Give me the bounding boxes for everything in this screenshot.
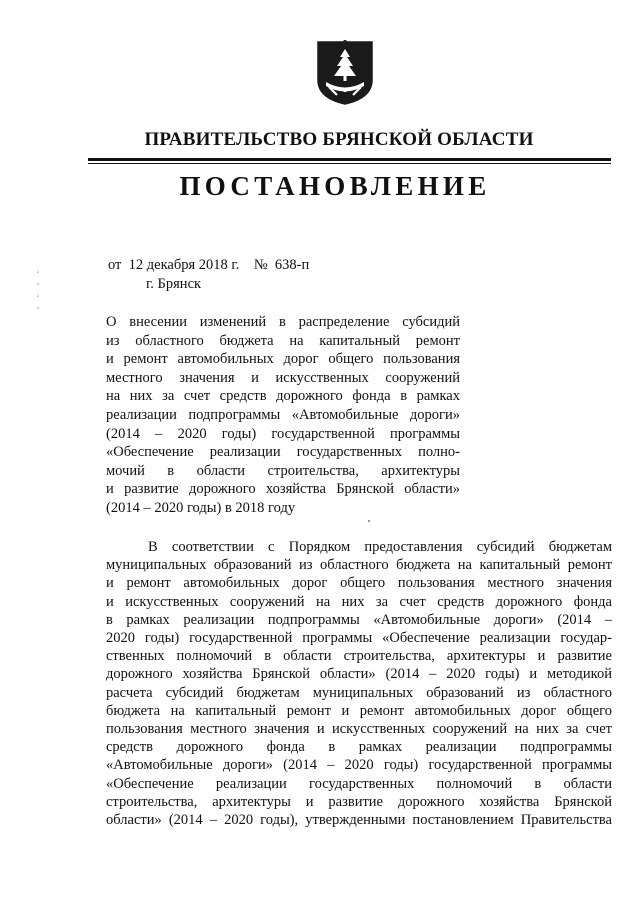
subject-line: из областного бюджета на капитальный ремонт [106, 332, 460, 349]
subject-line: мочий в области строительства, архитектуры [106, 462, 460, 479]
subject-line: «Обеспечение реализации государственных полно- [106, 444, 460, 461]
body-line: строительства, архитектуры и развитие дорожного хозяйства Брянской [106, 793, 612, 810]
subject-line: и ремонт автомобильных дорог общего пользования [106, 351, 460, 368]
document-subject [106, 313, 460, 518]
body-line: В соответствии с Порядком предоставления субсидий бюджетам [148, 539, 612, 555]
body-line: и ремонт автомобильных дорог общего пользования местного значения [106, 575, 612, 592]
date-and-number: от 12 декабря 2018 г. № 638-п [108, 257, 310, 273]
body-line: 2020 годы) государственной программы «Обеспечение реализации государ- [106, 630, 612, 647]
subject-line: О внесении изменений в распределение субсидий [106, 314, 460, 330]
city-name: г. Брянск [146, 276, 202, 292]
body-line: в рамках реализации подпрограммы «Автомобильные дороги» (2014 – [106, 611, 612, 628]
document-type-title: ПОСТАНОВЛЕНИЕ [179, 171, 491, 201]
subject-line: реализации подпрограммы «Автомобильные дороги» [106, 406, 460, 423]
header-divider-thin [88, 163, 611, 164]
body-line: средств дорожного фонда в рамках реализации подпрограммы [106, 739, 612, 756]
subject-line: местного значения и искусственных сооружений [106, 369, 460, 386]
subject-line: и развитие дорожного хозяйства Брянской области» [106, 481, 460, 498]
header-divider-thick [88, 158, 611, 161]
subject-line: на них за счет средств дорожного фонда в рамках [106, 388, 460, 405]
bryansk-coat-of-arms-icon [316, 40, 374, 106]
body-line: расчета субсидий бюджетам муниципальных образований из областного [106, 684, 612, 701]
subject-line: (2014 – 2020 годы) в 2018 году [106, 499, 296, 516]
subject-line: (2014 – 2020 годы) государственной программы [106, 425, 460, 442]
body-line: пользования местного значения и искусственных сооружений на них за счет [106, 721, 612, 738]
body-line: муниципальных образований из областного бюджета на капитальный ремонт [106, 557, 612, 574]
body-line: области» (2014 – 2020 годы), утвержденными постановлением Правительства [106, 812, 612, 829]
body-line: «Обеспечение реализации государственных полномочий в области [106, 775, 612, 792]
body-paragraph [106, 538, 612, 829]
government-title: ПРАВИТЕЛЬСТВО БРЯНСКОЙ ОБЛАСТИ [144, 129, 534, 150]
body-line: бюджета на капитальный ремонт и ремонт автомобильных дорог общего [106, 702, 612, 719]
body-line: ственных полномочий в области строительства, архитектуры и развитие [106, 648, 612, 665]
body-line: «Автомобильные дороги» (2014 – 2020 годы) государственной программы [106, 757, 612, 774]
body-line: дорожного хозяйства Брянской области» (2014 – 2020 годы) и методикой [106, 666, 612, 683]
scan-speck [368, 520, 370, 522]
body-line: и искусственных сооружений на них за счет средств дорожного фонда [106, 593, 612, 610]
scan-margin-marks [36, 270, 40, 330]
